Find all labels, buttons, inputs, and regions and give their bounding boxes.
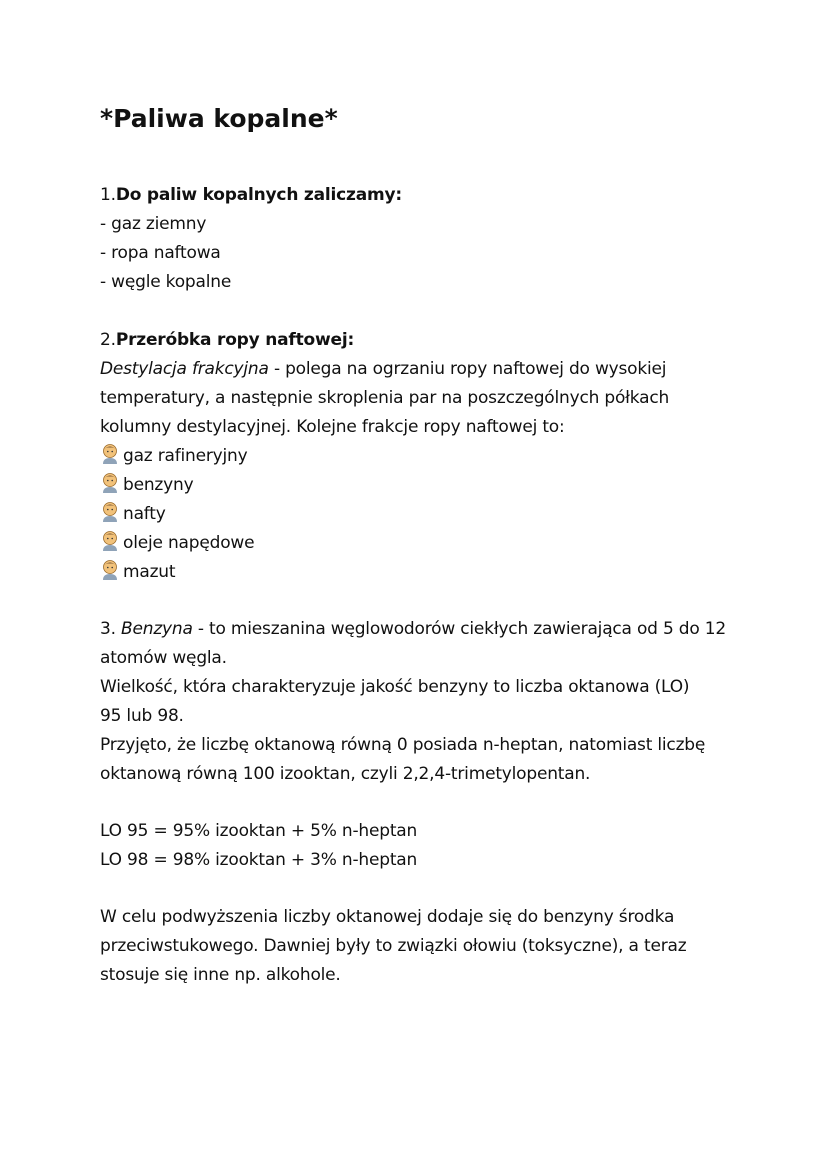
section3-term: Benzyna xyxy=(121,619,193,639)
section2-paragraph-line: temperatury, a następnie skroplenia par na poszczególnych półkach xyxy=(100,388,670,408)
section1-item: - węgle kopalne xyxy=(100,272,232,292)
section2-term: Destylacja frakcyjna xyxy=(100,359,269,379)
section2-number: 2. xyxy=(100,330,116,350)
section3-text: - to mieszanina węglowodorów ciekłych zawierająca od 5 do 12 xyxy=(192,619,727,639)
fraction-label: nafty xyxy=(123,504,166,524)
section3-paragraph-line: 95 lub 98. xyxy=(100,706,184,726)
fraction-item xyxy=(100,471,193,500)
section2-paragraph-line: kolumny destylacyjnej. Kolejne frakcje ropy naftowej to: xyxy=(100,417,565,437)
section1-heading: Do paliw kopalnych zaliczamy: xyxy=(115,185,402,205)
closing-paragraph-line: przeciwstukowego. Dawniej były to związki ołowiu (toksyczne), a teraz xyxy=(100,936,687,956)
fraction-label: benzyny xyxy=(123,475,194,495)
section2-paragraph-line xyxy=(100,355,666,384)
closing-paragraph-line: stosuje się inne np. alkohole. xyxy=(100,965,341,985)
octane-formula: LO 98 = 98% izooktan + 3% n-heptan xyxy=(100,850,418,870)
section1-item: - ropa naftowa xyxy=(100,243,221,263)
section3-paragraph-line: oktanową równą 100 izooktan, czyli 2,2,4-trimetylopentan. xyxy=(100,764,591,784)
person-emoji-icon xyxy=(100,530,120,552)
fraction-label: oleje napędowe xyxy=(123,533,255,553)
section3-number: 3. xyxy=(100,619,122,639)
octane-formula: LO 95 = 95% izooktan + 5% n-heptan xyxy=(100,821,418,841)
section2-heading-line xyxy=(100,326,354,355)
section1-item: - gaz ziemny xyxy=(100,214,207,234)
fraction-label: mazut xyxy=(123,562,176,582)
fraction-label: gaz rafineryjny xyxy=(123,446,248,466)
fraction-item xyxy=(100,529,254,558)
person-emoji-icon xyxy=(100,501,120,523)
section1-heading-line xyxy=(100,181,402,210)
fraction-item xyxy=(100,442,248,471)
fraction-item xyxy=(100,500,166,529)
person-emoji-icon xyxy=(100,559,120,581)
section3-paragraph-line: Wielkość, która charakteryzuje jakość benzyny to liczba oktanowa (LO) xyxy=(100,677,690,697)
section3-paragraph-line xyxy=(100,615,726,644)
fraction-item xyxy=(100,558,175,587)
person-emoji-icon xyxy=(100,472,120,494)
section2-text: - polega na ogrzaniu ropy naftowej do wysokiej xyxy=(268,359,667,379)
page-title: *Paliwa kopalne* xyxy=(100,104,338,133)
section2-heading: Przeróbka ropy naftowej: xyxy=(115,330,355,350)
section1-number: 1. xyxy=(100,185,116,205)
section3-paragraph-line: Przyjęto, że liczbę oktanową równą 0 posiada n-heptan, natomiast liczbę xyxy=(100,735,706,755)
person-emoji-icon xyxy=(100,443,120,465)
closing-paragraph-line: W celu podwyższenia liczby oktanowej dodaje się do benzyny środka xyxy=(100,907,675,927)
section3-paragraph-line: atomów węgla. xyxy=(100,648,227,668)
